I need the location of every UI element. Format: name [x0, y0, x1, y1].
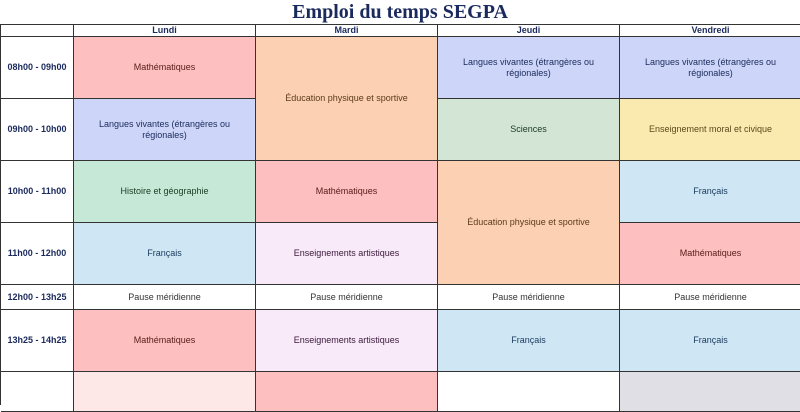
time-slot	[1, 372, 74, 412]
lesson-cell[interactable]: Enseignements artistiques	[256, 223, 438, 285]
time-slot: 09h00 - 10h00	[1, 99, 74, 161]
lesson-cell[interactable]: Langues vivantes (étrangères ou régionales)	[438, 37, 620, 99]
time-slot: 13h25 - 14h25	[1, 310, 74, 372]
time-slot: 08h00 - 09h00	[1, 37, 74, 99]
time-slot: 12h00 - 13h25	[1, 285, 74, 310]
page-title: Emploi du temps SEGPA	[292, 1, 508, 23]
lesson-cell[interactable]: Éducation physique et sportive	[256, 37, 438, 161]
lesson-cell[interactable]: Éducation physique et sportive	[438, 161, 620, 285]
day-header-mardi: Mardi	[256, 25, 438, 37]
lesson-cell[interactable]: Mathématiques	[74, 310, 256, 372]
pause-cell: Pause méridienne	[74, 285, 256, 310]
time-slot: 11h00 - 12h00	[1, 223, 74, 285]
lesson-cell[interactable]	[74, 372, 256, 412]
lesson-cell[interactable]: Mathématiques	[620, 223, 800, 285]
lesson-cell[interactable]: Histoire et géographie	[74, 161, 256, 223]
lesson-cell[interactable]: Français	[620, 310, 800, 372]
lesson-cell[interactable]: Langues vivantes (étrangères ou régionales)	[620, 37, 800, 99]
day-header-lundi: Lundi	[74, 25, 256, 37]
lesson-cell[interactable]	[256, 372, 438, 412]
day-header-jeudi: Jeudi	[438, 25, 620, 37]
lesson-cell[interactable]: Sciences	[438, 99, 620, 161]
lesson-cell[interactable]: Enseignement moral et civique	[620, 99, 800, 161]
pause-cell: Pause méridienne	[438, 285, 620, 310]
lesson-cell[interactable]: Français	[74, 223, 256, 285]
timetable-grid	[0, 24, 800, 405]
lesson-cell[interactable]: Français	[620, 161, 800, 223]
lesson-cell[interactable]: Français	[438, 310, 620, 372]
lesson-cell[interactable]: Mathématiques	[74, 37, 256, 99]
corner-header	[1, 25, 74, 37]
pause-cell: Pause méridienne	[256, 285, 438, 310]
lesson-cell[interactable]: Mathématiques	[256, 161, 438, 223]
pause-cell: Pause méridienne	[620, 285, 800, 310]
lesson-cell[interactable]	[438, 372, 620, 412]
day-header-vendredi: Vendredi	[620, 25, 800, 37]
time-slot: 10h00 - 11h00	[1, 161, 74, 223]
lesson-cell[interactable]: Enseignements artistiques	[256, 310, 438, 372]
lesson-cell[interactable]	[620, 372, 800, 412]
lesson-cell[interactable]: Langues vivantes (étrangères ou régionales)	[74, 99, 256, 161]
